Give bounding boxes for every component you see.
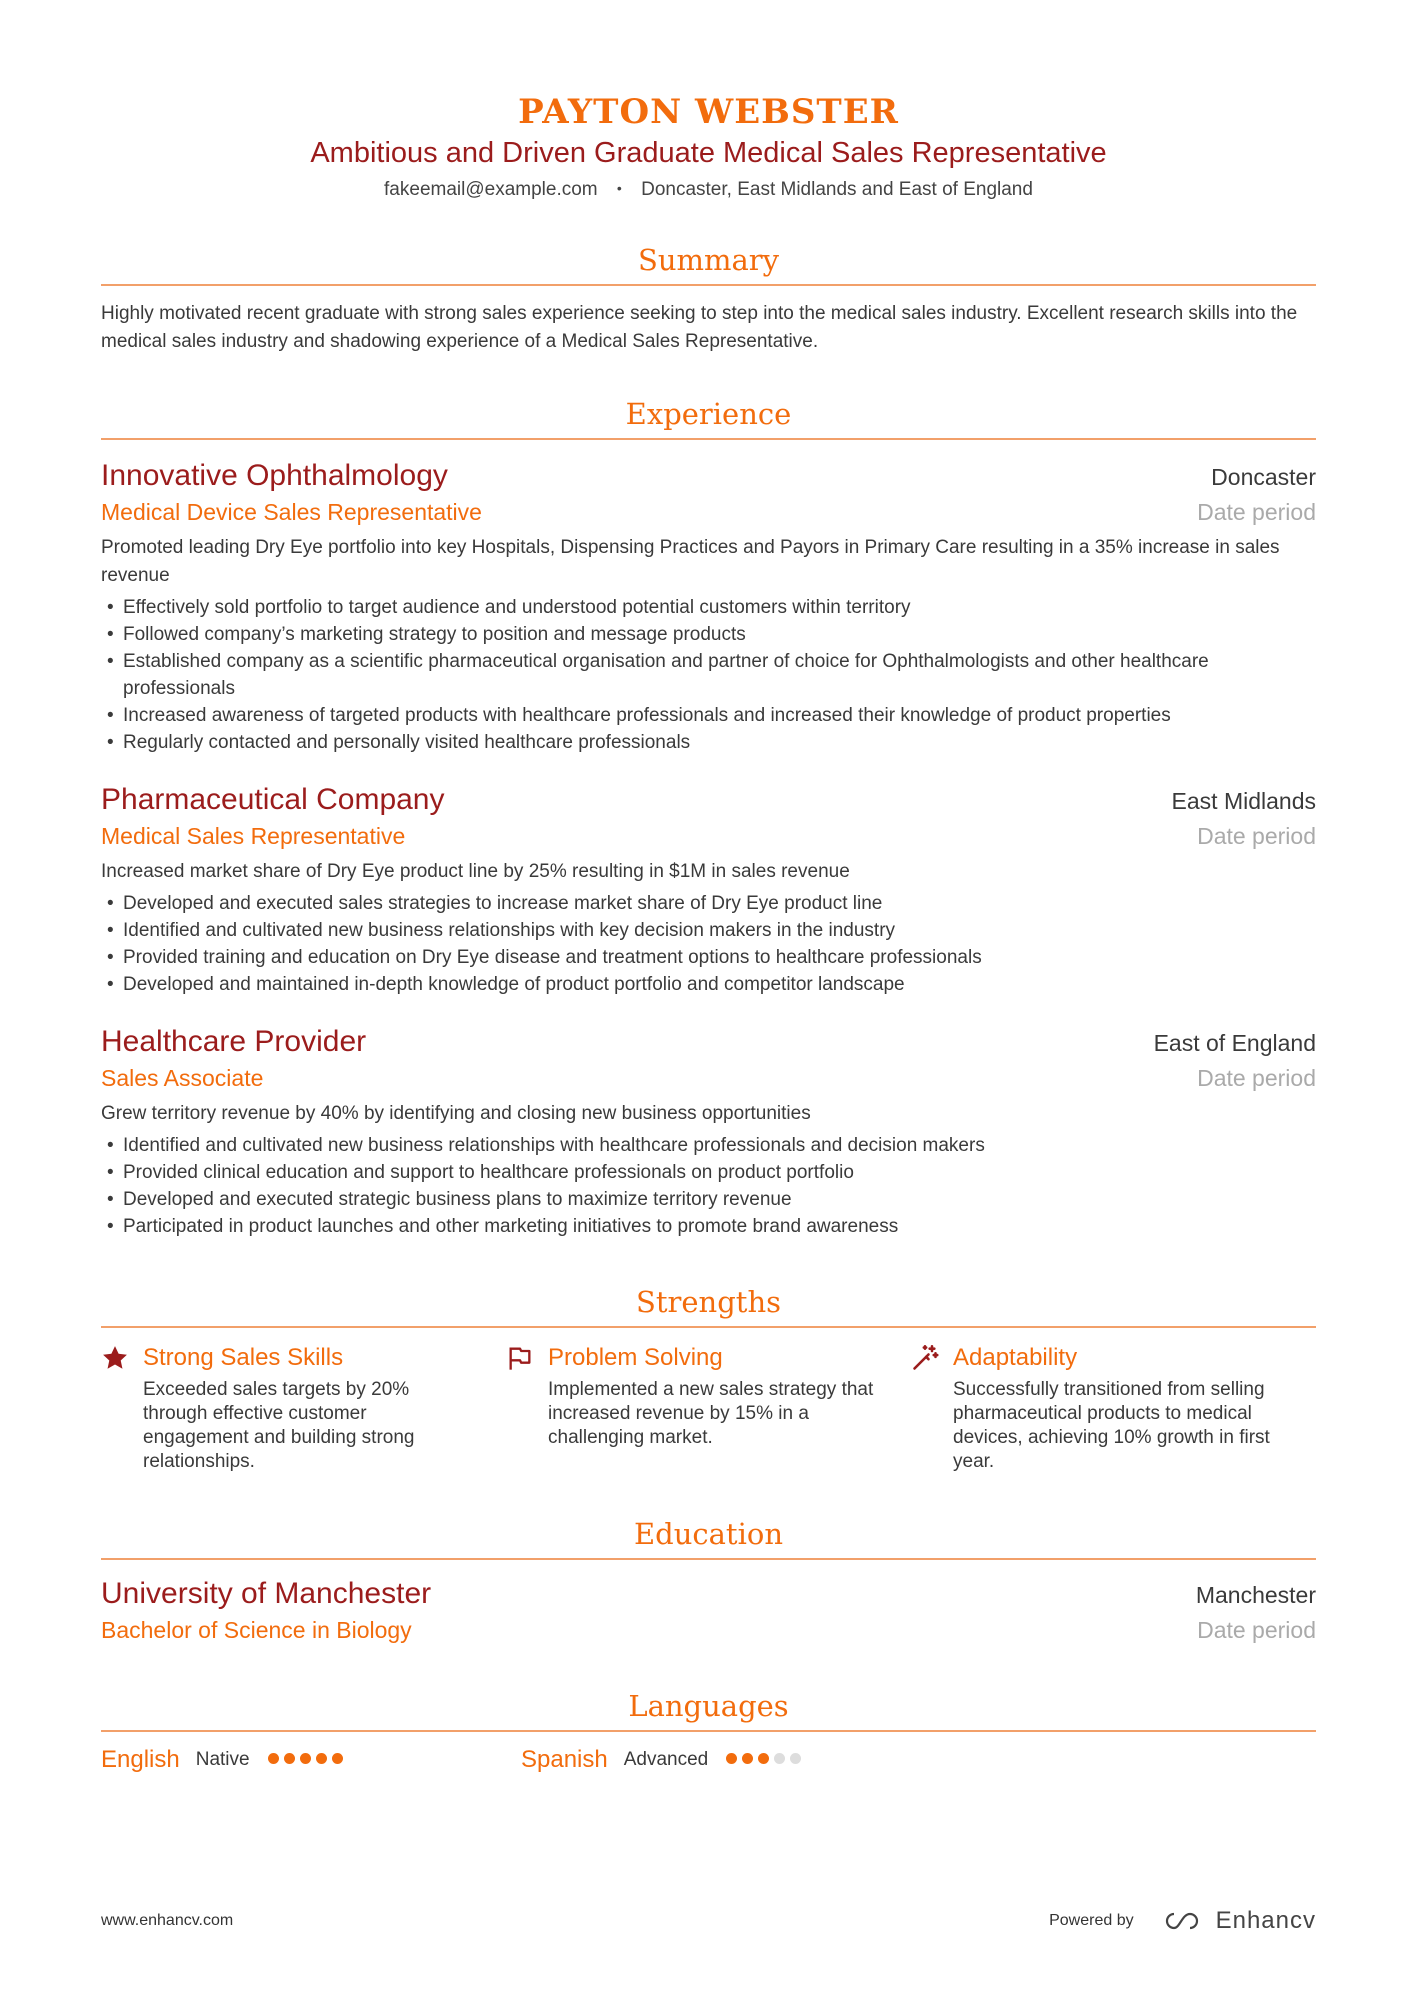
strength-item: [101, 1342, 506, 1474]
job-description: Promoted leading Dry Eye portfolio into key Hospitals, Dispensing Practices and Payors in Primary Care resulting in a 35% increase in sales revenue: [101, 537, 1280, 586]
job-title: Medical Sales Representative: [101, 823, 406, 849]
strength-item: [506, 1342, 911, 1474]
bullet-item: • Provided clinical education and support to healthcare professionals on product portfolio: [101, 1159, 1316, 1186]
contact-separator: •: [616, 180, 622, 196]
contact-location: Doncaster, East Midlands and East of England: [641, 179, 1033, 200]
rating-dot-filled: [758, 1753, 769, 1764]
school-location: Manchester: [1195, 1582, 1316, 1608]
section-title-languages: Languages: [101, 1688, 1316, 1732]
education-date: Date period: [1197, 1617, 1316, 1643]
rating-dot-filled: [742, 1753, 753, 1764]
bullet-item: • Provided training and education on Dry Eye disease and treatment options to healthcare professionals: [101, 944, 1316, 971]
candidate-headline: Ambitious and Driven Graduate Medical Sales Representative: [310, 137, 1107, 169]
resume-page: [101, 0, 1316, 1774]
experience-entry: [101, 458, 1316, 756]
experience-entry: [101, 1024, 1316, 1240]
summary-text: Highly motivated recent graduate with strong sales experience seeking to step into the medical sales industry. Excellent research skills into the medical sales industry and shadowing experience of a Medical Sales Representative.: [101, 303, 1298, 352]
experience-section: [101, 396, 1316, 1240]
job-bullets: [101, 1132, 1316, 1240]
language-item: [521, 1746, 941, 1774]
star-icon: [101, 1342, 143, 1474]
job-location: East of England: [1153, 1030, 1316, 1056]
company-name: Pharmaceutical Company: [101, 783, 445, 816]
summary-section: [101, 242, 1316, 356]
enhancv-logo-icon: [1160, 1910, 1206, 1932]
language-rating: [268, 1751, 348, 1769]
powered-by: [1049, 1907, 1316, 1935]
language-name: Spanish: [521, 1746, 608, 1773]
job-bullets: [101, 594, 1316, 756]
rating-dot-filled: [332, 1753, 343, 1764]
language-level: Advanced: [623, 1749, 709, 1770]
page-footer: [101, 1907, 1316, 1935]
strength-title: Strong Sales Skills: [143, 1344, 344, 1371]
strengths-section: [101, 1284, 1316, 1474]
education-section: [101, 1516, 1316, 1646]
rating-dot-filled: [726, 1753, 737, 1764]
job-title: Medical Device Sales Representative: [101, 499, 482, 525]
bullet-item: • Effectively sold portfolio to target audience and understood potential customers within territory: [101, 594, 1316, 621]
rating-dot-filled: [300, 1753, 311, 1764]
job-bullets: [101, 890, 1316, 998]
languages-section: [101, 1688, 1316, 1774]
job-date: Date period: [1197, 1065, 1316, 1091]
job-description: Increased market share of Dry Eye product line by 25% resulting in $1M in sales revenue: [101, 861, 850, 882]
resume-header: [101, 0, 1316, 202]
job-location: Doncaster: [1211, 464, 1316, 490]
strength-item: [911, 1342, 1316, 1474]
rating-dot-filled: [316, 1753, 327, 1764]
bullet-item: • Participated in product launches and other marketing initiatives to promote brand awareness: [101, 1213, 1316, 1240]
footer-site-link[interactable]: www.enhancv.com: [101, 1912, 234, 1929]
school-name: University of Manchester: [101, 1577, 432, 1610]
job-title: Sales Associate: [101, 1065, 264, 1091]
bullet-item: • Followed company’s marketing strategy to position and message products: [101, 621, 1316, 648]
job-location: East Midlands: [1171, 788, 1316, 814]
company-name: Healthcare Provider: [101, 1025, 367, 1058]
experience-entry: [101, 782, 1316, 998]
degree-title: Bachelor of Science in Biology: [101, 1617, 412, 1643]
contact-line: [101, 176, 1316, 202]
company-name: Innovative Ophthalmology: [101, 459, 448, 492]
rating-dot-filled: [284, 1753, 295, 1764]
rating-dot-filled: [268, 1753, 279, 1764]
strength-title: Adaptability: [953, 1344, 1078, 1371]
bullet-item: • Increased awareness of targeted products with healthcare professionals and increased their knowledge of product properties: [101, 702, 1316, 729]
section-title-experience: Experience: [101, 396, 1316, 440]
candidate-name: PAYTON WEBSTER: [518, 92, 899, 132]
strength-text: Successfully transitioned from selling pharmaceutical products to medical devices, achieving 10% growth in first year.: [953, 1379, 1270, 1472]
bullet-item: • Identified and cultivated new business relationships with key decision makers in the industry: [101, 917, 1316, 944]
language-level: Native: [195, 1749, 250, 1770]
section-title-summary: Summary: [101, 242, 1316, 286]
education-entry: [101, 1576, 1316, 1646]
strength-title: Problem Solving: [548, 1344, 723, 1371]
job-date: Date period: [1197, 499, 1316, 525]
job-description: Grew territory revenue by 40% by identifying and closing new business opportunities: [101, 1103, 811, 1124]
language-item: [101, 1746, 521, 1774]
bullet-item: • Developed and executed sales strategies to increase market share of Dry Eye product line: [101, 890, 1316, 917]
contact-email[interactable]: fakeemail@example.com: [384, 179, 598, 200]
bullet-item: • Regularly contacted and personally visited healthcare professionals: [101, 729, 1316, 756]
rating-dot-empty: [774, 1753, 785, 1764]
brand-name: Enhancv: [1215, 1907, 1316, 1934]
strength-text: Implemented a new sales strategy that increased revenue by 15% in a challenging market.: [548, 1379, 874, 1448]
bullet-item: • Developed and executed strategic business plans to maximize territory revenue: [101, 1186, 1316, 1213]
powered-by-label: Powered by: [1049, 1912, 1134, 1929]
strength-text: Exceeded sales targets by 20% through effective customer engagement and building strong relationships.: [143, 1379, 415, 1472]
flag-icon: [506, 1342, 548, 1474]
section-title-strengths: Strengths: [101, 1284, 1316, 1328]
rating-dot-empty: [790, 1753, 801, 1764]
section-title-education: Education: [101, 1516, 1316, 1560]
language-name: English: [101, 1746, 180, 1773]
magic-wand-icon: [911, 1342, 953, 1474]
bullet-item: • Established company as a scientific pharmaceutical organisation and partner of choice for Ophthalmologists and other healthcare professionals: [101, 648, 1316, 702]
job-date: Date period: [1197, 823, 1316, 849]
bullet-item: • Developed and maintained in-depth knowledge of product portfolio and competitor landscape: [101, 971, 1316, 998]
bullet-item: • Identified and cultivated new business relationships with healthcare professionals and decision makers: [101, 1132, 1316, 1159]
language-rating: [726, 1751, 806, 1769]
